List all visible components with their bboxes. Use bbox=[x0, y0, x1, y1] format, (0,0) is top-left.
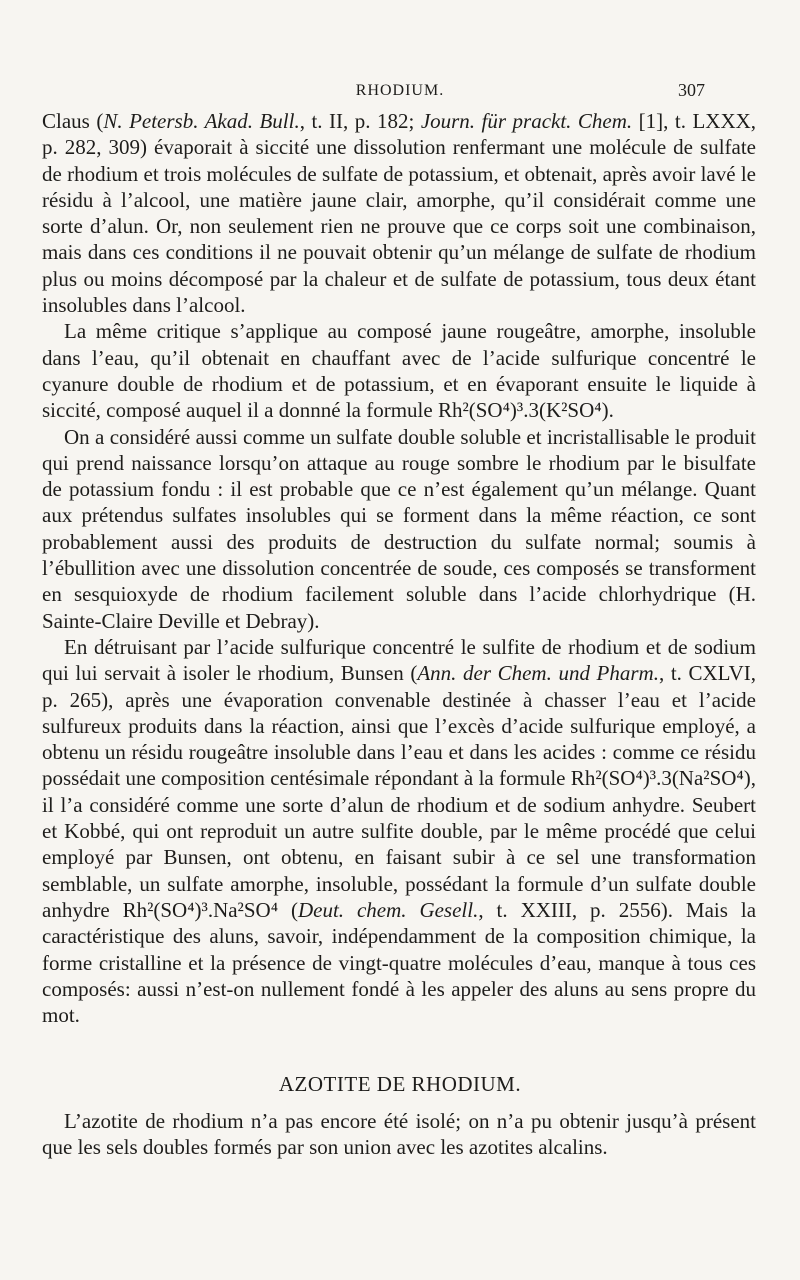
text-run: , t. XXIII, p. 2556). Mais la caractéristique des aluns, savoir, indépendamment de la composition chimique, la forme cristalline et la présence de vingt-quatre molécules d’eau, manque à tous ces composés: aussi n’est-on nullement fondé à les appeler des aluns au sens propre du mot. bbox=[42, 897, 757, 1028]
citation-title: N. Petersb. Akad. Bull. bbox=[103, 109, 300, 133]
text-run: , t. II, p. 182; bbox=[299, 109, 421, 133]
text-run: , t. CXLVI, p. 265), après une évaporation convenable destinée à chasser l’eau et l’acide sulfureux produits dans la réaction, ainsi que l’excès d’acide sulfurique employé, a obtenu un résidu rougeâtre insoluble dans l’eau et dans les acides : comme ce résidu possédait une composition centésimale répondant à la formule Rh²(SO⁴)³.3(Na²SO⁴), il l’a considéré comme une sorte d’alun de rhodium et de sodium anhydre. Seubert et Kobbé, qui ont reproduit un autre sulfite double, par le même procédé que celui employé par Bunsen, ont obtenu, en faisant subir à ce sel une transformation semblable, un sulfate amorphe, insoluble, possédant la formule d’un sulfate double anhydre Rh²(SO⁴)³.Na²SO⁴ ( bbox=[42, 661, 756, 922]
paragraph bbox=[42, 634, 756, 1028]
section-body bbox=[42, 1108, 756, 1160]
running-head bbox=[0, 70, 800, 100]
text-run: [1], t. LXXX, p. 282, 309) évaporait à siccité une dissolution renfermant une molécule de sulfate de rhodium et trois molécules de sulfate de potassium, et obtenait, après avoir lavé le résidu à l’alcool, une matière jaune clair, amorphe, qu’il considérait comme une sorte d’alun. Or, non seulement rien ne prouve que ce corps soit une combinaison, mais dans ces conditions il ne pouvait obtenir qu’un mélange de sulfate de rhodium plus ou moins décomposé par la chaleur et de sulfate de potassium, tous deux étant insolubles dans l’alcool. bbox=[42, 109, 757, 318]
text-run: On a considéré aussi comme un sulfate double soluble et incristallisable le produit qui prend naissance lorsqu’on attaque au rouge sombre le rhodium par le bisulfate de potassium fondu : il est probable que ce n’est également qu’un mélange. Quant aux prétendus sulfates insolubles qui se forment dans la même réaction, ce sont probablement aussi des produits de destruction du sulfate normal; soumis à l’ébullition avec une dissolution concentrée de soude, ces composés se transforment en sesquioxyde de rhodium facilement soluble dans l’acide chlorhydrique (H. Sainte-Claire Deville et Debray). bbox=[42, 424, 756, 633]
paragraph: L’azotite de rhodium n’a pas encore été isolé; on n’a pu obtenir jusqu’à présent que les sels doubles formés par son union avec les azotites alcalins. bbox=[42, 1109, 756, 1159]
citation-title: Journ. für prackt. Chem. bbox=[420, 109, 633, 133]
text-run: Claus ( bbox=[42, 109, 104, 133]
running-title: RHODIUM. bbox=[355, 82, 445, 99]
body-text bbox=[42, 108, 756, 1028]
citation-title: Ann. der Chem. und Pharm. bbox=[417, 661, 659, 686]
paragraph bbox=[42, 424, 756, 634]
paragraph bbox=[42, 108, 756, 318]
text-run: La même critique s’applique au composé jaune rougeâtre, amorphe, insoluble dans l’eau, qu’il obtenait en chauffant avec de l’acide sulfurique concentré le cyanure double de rhodium et de potassium, et en évaporant ensuite le liquide à siccité, composé auquel il a donnné la formule Rh²(SO⁴)³.3(K²SO⁴). bbox=[42, 319, 756, 423]
paragraph bbox=[42, 318, 756, 423]
page-number: 307 bbox=[678, 80, 705, 100]
citation-title: Deut. chem. Gesell. bbox=[297, 897, 479, 922]
section-heading: AZOTITE DE RHODIUM. bbox=[278, 1072, 522, 1096]
text-run: En détruisant par l’acide sulfurique concentré le sulfite de rhodium et de sodium qui lui servait à isoler le rhodium, Bunsen ( bbox=[42, 634, 756, 686]
